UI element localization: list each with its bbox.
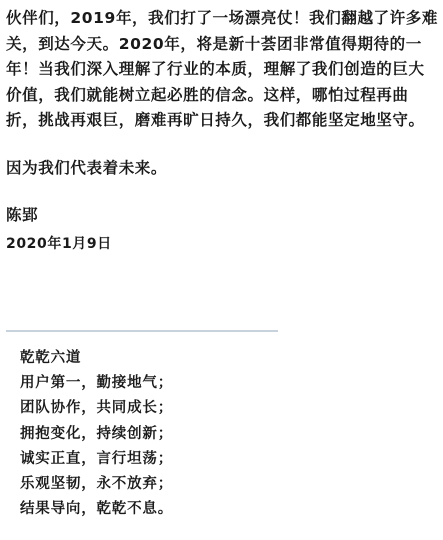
motto-item: 用户第一，勤接地气； xyxy=(20,375,173,392)
motto-item: 团队协作，共同成长； xyxy=(20,400,173,417)
letter xyxy=(6,6,438,257)
signature-name: 陈郢 xyxy=(6,206,39,224)
motto-item: 乐观坚韧，永不放弃； xyxy=(20,476,173,493)
motto-item: 结果导向，乾乾不息。 xyxy=(20,501,173,518)
letter-body-paragraph: 伙伴们，2019年，我们打了一场漂亮仗！我们翻越了许多难关，到达今天。2020年，将是新十荟团非常值得期待的一年！当我们深入理解了行业的本质，理解了我们创造的巨大价值，我们就能树立起必胜的信念。这样，哪怕过程再曲折，挑战再艰巨，磨难再旷日持久，我们都能坚定地坚守。 xyxy=(6,9,438,129)
motto-section xyxy=(20,346,173,522)
motto-item: 诚实正直，言行坦荡； xyxy=(20,450,173,467)
letter-closing-paragraph: 因为我们代表着未来。 xyxy=(6,158,168,177)
motto-list xyxy=(20,371,173,522)
signature-date: 2020年1月9日 xyxy=(6,235,112,252)
motto-title: 乾乾六道 xyxy=(20,350,82,366)
section-divider xyxy=(6,330,278,332)
motto-item: 拥抱变化，持续创新； xyxy=(20,425,173,442)
